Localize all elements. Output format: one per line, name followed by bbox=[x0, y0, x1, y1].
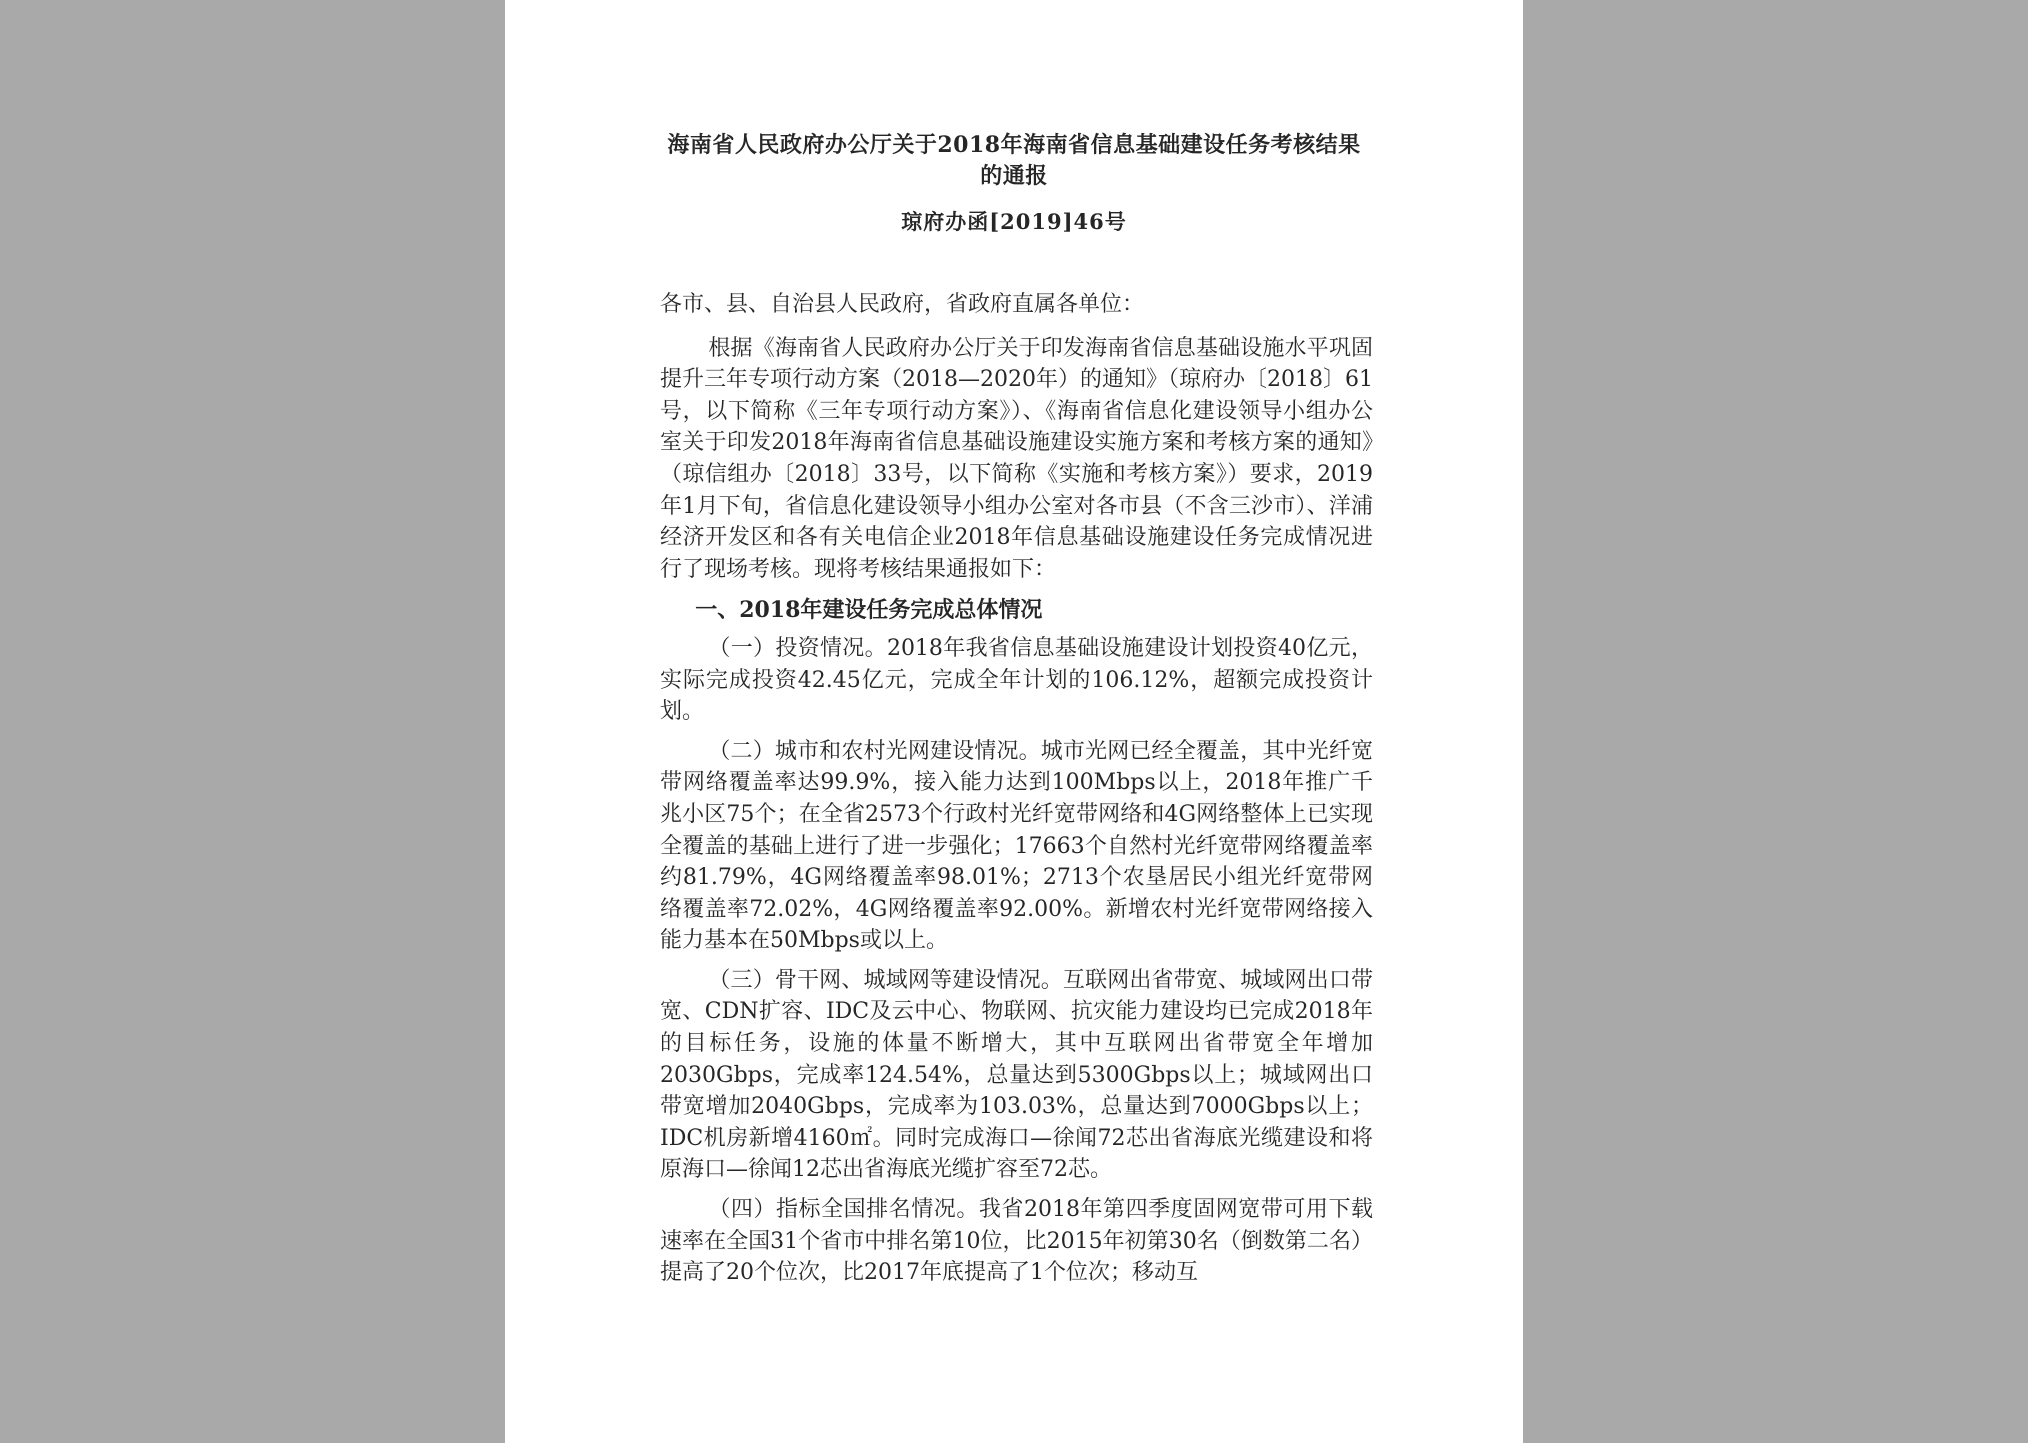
document-title: 海南省人民政府办公厅关于2018年海南省信息基础建设任务考核结果的通报 bbox=[667, 132, 1361, 189]
paragraph-investment: （一）投资情况。2018年我省信息基础设施建设计划投资40亿元，实际完成投资42.45亿元，完成全年计划的106.12%，超额完成投资计划。 bbox=[660, 635, 1373, 725]
document-number: 琼府办函[2019]46号 bbox=[901, 209, 1127, 234]
paragraph-ranking: （四）指标全国排名情况。我省2018年第四季度固网宽带可用下载速率在全国31个省市中排名第10位，比2015年初第30名（倒数第二名）提高了20个位次，比2017年底提高了1个位次；移动互 bbox=[660, 1197, 1373, 1286]
section-heading: 一、2018年建设任务完成总体情况 bbox=[695, 597, 1043, 624]
paragraph-backbone: （三）骨干网、城域网等建设情况。互联网出省带宽、城域网出口带宽、CDN扩容、IDC及云中心、物联网、抗灾能力建设均已完成2018年的目标任务，设施的体量不断增大，其中互联网出省带宽全年增加2030Gbps，完成率124.54%，总量达到5300Gbps以上；城域网出口带宽增加2040Gbps，完成率为103.03%，总量达到7000Gbps以上；IDC机房新增4160㎡。同时完成海口—徐闻72芯出省海底光缆建设和将原海口—徐闻12芯出省海底光缆扩容至72芯。 bbox=[660, 967, 1373, 1183]
paragraph-fiber-network: （二）城市和农村光网建设情况。城市光网已经全覆盖，其中光纤宽带网络覆盖率达99.9%，接入能力达到100Mbps以上，2018年推广千兆小区75个；在全省2573个行政村光纤宽带网络和4G网络整体上已实现全覆盖的基础上进行了进一步强化；17663个自然村光纤宽带网络覆盖率约81.79%，4G网络覆盖率98.01%；2713个农垦居民小组光纤宽带网络覆盖率72.02%，4G网络覆盖率92.00%。新增农村光纤宽带网络接入能力基本在50Mbps或以上。 bbox=[660, 738, 1373, 954]
document-body bbox=[660, 289, 1373, 1289]
document-page bbox=[505, 0, 1523, 1443]
paragraph-intro: 根据《海南省人民政府办公厅关于印发海南省信息基础设施水平巩固提升三年专项行动方案（2018—2020年）的通知》（琼府办〔2018〕61号，以下简称《三年专项行动方案》）、《海南省信息化建设领导小组办公室关于印发2018年海南省信息基础设施建设实施方案和考核方案的通知》（琼信组办〔2018〕33号，以下简称《实施和考核方案》）要求，2019年1月下旬，省信息化建设领导小组办公室对各市县（不含三沙市）、洋浦经济开发区和各有关电信企业2018年信息基础设施建设任务完成情况进行了现场考核。现将考核结果通报如下： bbox=[660, 335, 1373, 582]
salutation: 各市、县、自治县人民政府，省政府直属各单位： bbox=[660, 292, 1145, 317]
